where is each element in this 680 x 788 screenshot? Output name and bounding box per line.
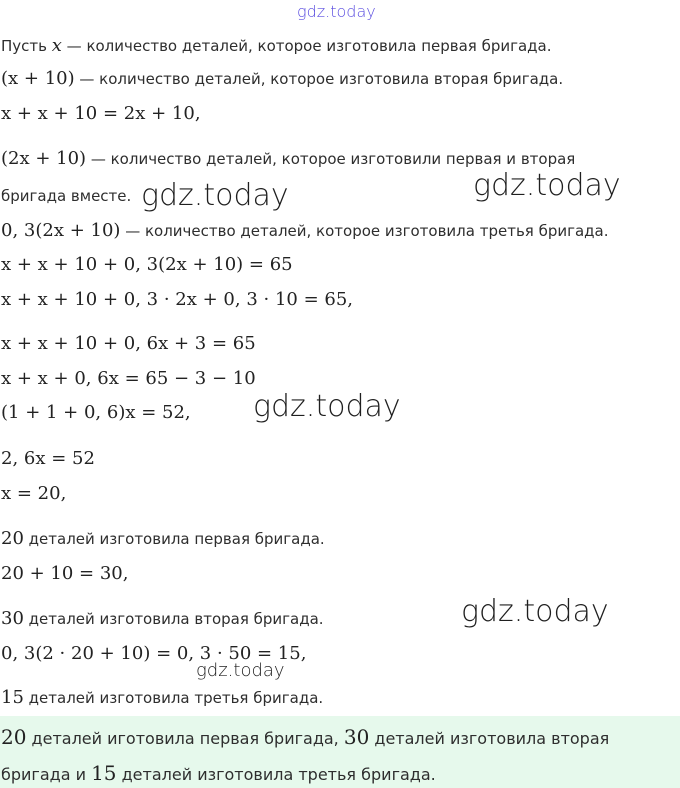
watermark: gdz.today xyxy=(141,178,289,213)
equation-line: x = 20, xyxy=(1,483,67,504)
answer-line: 20 деталей иготовила первая бригада, 30 деталей изготовила вторая xyxy=(1,725,610,749)
solution-line: 15 деталей изготовила третья бригада. xyxy=(1,687,324,708)
solution-line: бригада вместе. xyxy=(1,187,132,205)
equation-line: x + x + 10 + 0, 3(2x + 10) = 65 xyxy=(1,254,293,275)
answer-line: бригада и 15 деталей изготовила третья бригада. xyxy=(1,761,436,785)
equation-line: (1 + 1 + 0, 6)x = 52, xyxy=(1,402,191,423)
equation-line: 0, 3(2 · 20 + 10) = 0, 3 · 50 = 15, xyxy=(1,643,307,664)
solution-line: 0, 3(2x + 10) — количество деталей, которое изготовила третья бригада. xyxy=(1,220,609,241)
watermark: gdz.today xyxy=(253,389,401,424)
equation-line: 2, 6x = 52 xyxy=(1,448,95,469)
equation-line: x + x + 10 + 0, 3 · 2x + 0, 3 · 10 = 65, xyxy=(1,289,353,310)
solution-line: 30 деталей изготовила вторая бригада. xyxy=(1,608,324,629)
solution-line: (x + 10) — количество деталей, которое изготовила вторая бригада. xyxy=(1,68,564,89)
solution-line: 20 деталей изготовила первая бригада. xyxy=(1,528,325,549)
watermark-top: gdz.today xyxy=(297,2,376,21)
solution-line: (2x + 10) — количество деталей, которое изготовили первая и вторая xyxy=(1,148,576,169)
watermark: gdz.today xyxy=(473,168,621,203)
equation-line: x + x + 10 = 2x + 10, xyxy=(1,103,201,124)
watermark: gdz.today xyxy=(461,594,609,629)
equation-line: x + x + 10 + 0, 6x + 3 = 65 xyxy=(1,333,256,354)
equation-line: 20 + 10 = 30, xyxy=(1,563,129,584)
equation-line: x + x + 0, 6x = 65 − 3 − 10 xyxy=(1,368,256,389)
solution-line: Пусть x — количество деталей, которое изготовила первая бригада. xyxy=(1,35,552,56)
watermark: gdz.today xyxy=(196,660,285,681)
